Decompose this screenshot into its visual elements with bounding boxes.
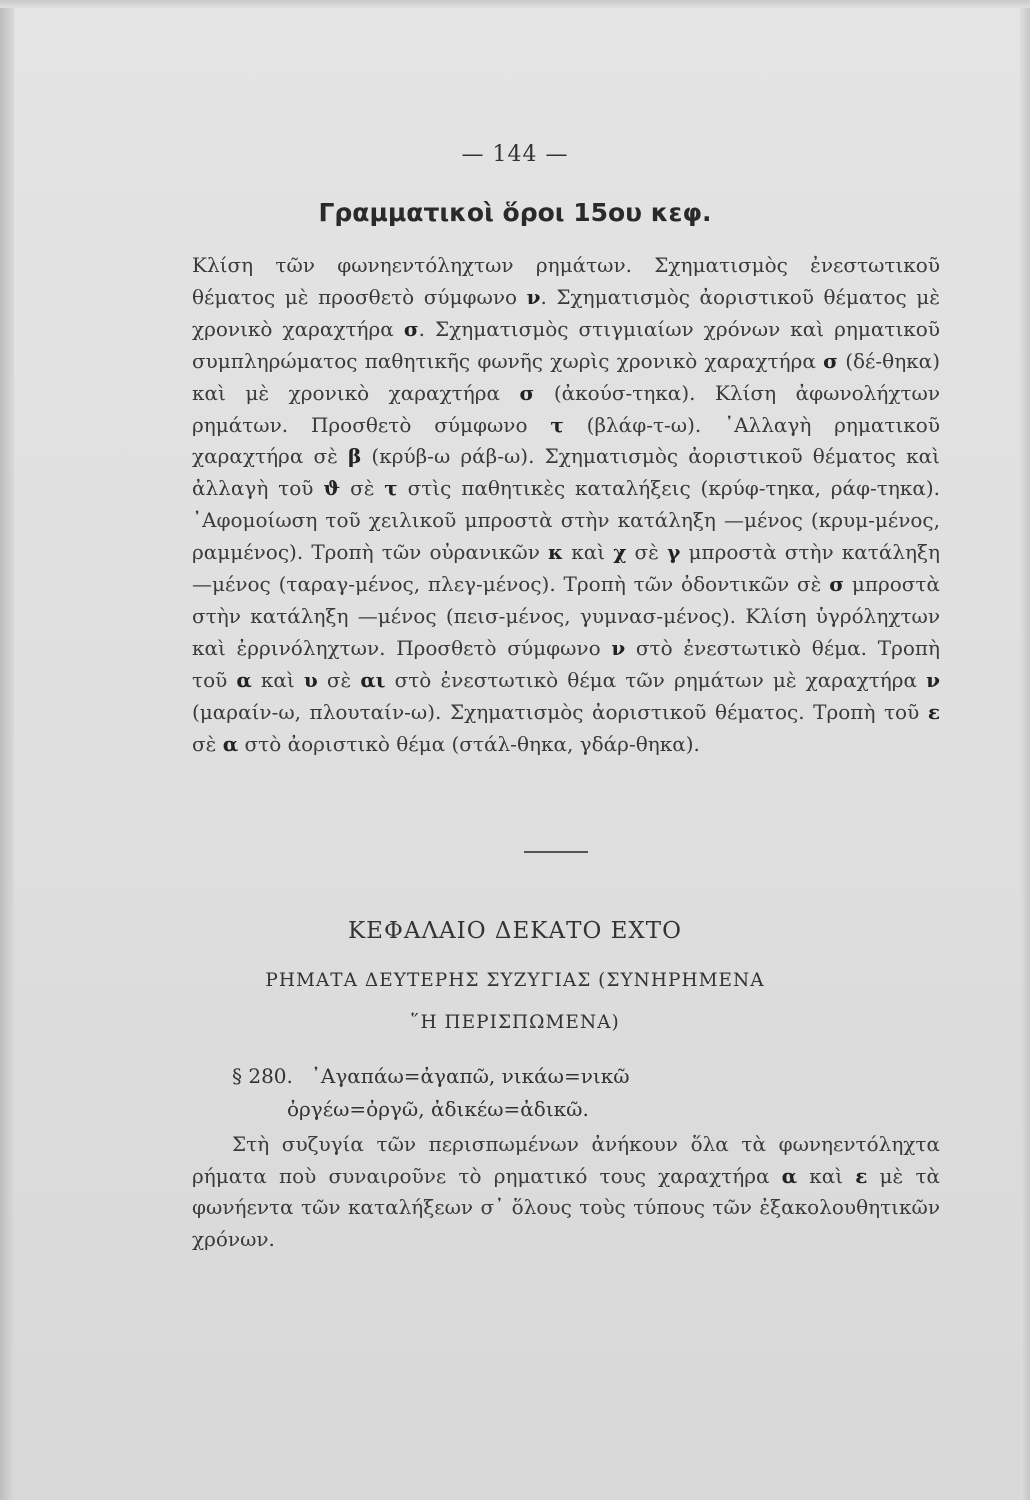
summary-text: καὶ <box>563 540 614 565</box>
summary-text: μπροστὰ στὴν κατάληξη —μένος (πεισ-μένος, γυμνασ-μένος). Κλίση ὑγρόληχτων καὶ ἐρρινόληχτων. Προσθετὸ σύμφωνο <box>192 572 941 660</box>
summary-text: σὲ <box>317 667 361 692</box>
summary-text: σὲ <box>192 731 223 756</box>
summary-letter: ϑ <box>323 476 341 501</box>
chapter-subtitle-line-2: ῞Η ΠΕΡΙΣΠΩΜΕΝΑ) <box>410 1012 620 1033</box>
page-number: — 144 — <box>461 142 569 167</box>
body-letter: α <box>781 1163 798 1188</box>
paragraph-280-line-2: ὀργέω=ὀργῶ, ἀδικέω=ἀδικῶ. <box>287 1097 589 1121</box>
summary-text: Κλίση τῶν φωνηεντόληχτων ρημάτων. Σχηματισμὸς ἐνεστωτικοῦ θέματος μὲ προσθετὸ σύμφωνο <box>192 253 940 309</box>
summary-letter: κ <box>548 540 564 565</box>
body-text: Στὴ συζυγία τῶν περισπωμένων ἀνήκουν ὅλα τὰ φωνηεντόληχτα ρήματα ποὺ συναιροῦνε τὸ ρηματικό τους χαραχτήρα <box>192 1132 940 1188</box>
summary-text: (κρύβ-ω ράβ-ω). Σχηματισμὸς ἀοριστικοῦ θέματος καὶ ἀλλαγὴ τοῦ <box>192 444 940 501</box>
summary-text: στὶς παθητικὲς καταλήξεις (κρύφ-τηκα, ράφ-τηκα). ᾽Αφομοίωση τοῦ χειλικοῦ μπροστὰ στὴν κατάληξη —μένος (κρυμ-μένος, ραμμένος). Τροπὴ τῶν οὐρανικῶν <box>192 476 941 565</box>
summary-letter: υ <box>303 667 318 692</box>
summary-letter: σ <box>403 316 419 341</box>
summary-text: στὸ ἀοριστικὸ θέμα (στάλ-θηκα, γδάρ-θηκα). <box>238 731 700 756</box>
summary-letter: χ <box>613 540 627 565</box>
section-separator-rule <box>524 851 588 853</box>
summary-text: (μαραίν-ω, πλουταίν-ω). Σχηματισμὸς ἀοριστικοῦ θέματος. Τροπὴ τοῦ <box>192 699 928 724</box>
summary-text: στὸ ἐνεστωτικὸ θέμα τῶν ρημάτων μὲ χαραχτήρα <box>385 667 927 692</box>
summary-text: σὲ <box>340 476 385 501</box>
paragraph-280-line-1 <box>232 1064 630 1088</box>
summary-text: . Σχηματισμὸς στιγμιαίων χρόνων καὶ ρηματικοῦ συμπληρώματος παθητικῆς φωνῆς χωρὶς χρονικὸ χαραχτήρα <box>192 316 940 373</box>
summary-letter: σ <box>519 380 535 405</box>
summary-letter: σ <box>823 348 838 373</box>
summary-letter: τ <box>384 476 398 501</box>
summary-letter: γ <box>667 540 681 565</box>
summary-letter: αι <box>360 667 386 692</box>
summary-text: μπροστὰ στὴν κατάληξη —μένος (ταραγ-μένος, πλεγ-μένος). Τροπὴ τῶν ὀδοντικῶν σὲ <box>192 540 941 597</box>
grammar-terms-summary <box>192 250 940 761</box>
summary-text: (βλάφ-τ-ω). ᾽Αλλαγὴ ρηματικοῦ χαραχτήρα σὲ <box>192 412 940 469</box>
body-text: μὲ τὰ φωνήεντα τῶν καταλήξεων σ᾽ ὅλους τοὺς τύπους τῶν ἐξακολουθητικῶν χρόνων. <box>192 1163 941 1251</box>
page-top-edge-shadow <box>0 0 1030 8</box>
summary-letter: ν <box>611 635 626 660</box>
body-letter: ε <box>855 1163 868 1188</box>
chapter-title: ΚΕΦΑΛΑΙΟ ΔΕΚΑΤΟ ΕΧΤΟ <box>348 918 682 944</box>
summary-text: σὲ <box>626 540 668 565</box>
summary-letter: α <box>236 667 252 692</box>
summary-text: καὶ <box>251 667 304 692</box>
summary-letter: ν <box>526 284 541 309</box>
section-heading: Γραμματικοὶ ὅροι 15ου κεφ. <box>318 198 712 227</box>
summary-letter: σ <box>829 572 844 597</box>
summary-letter: ε <box>927 699 940 724</box>
summary-letter: τ <box>550 412 564 437</box>
body-paragraph <box>192 1129 940 1255</box>
summary-text: στὸ ἐνεστωτικὸ θέμα. Τροπὴ τοῦ <box>192 635 940 692</box>
summary-letter: ν <box>926 667 941 692</box>
summary-text: (ἀκούσ-τηκα). Κλίση ἀφωνολήχτων ρημάτων. Προσθετὸ σύμφωνο <box>192 380 940 437</box>
summary-letter: β <box>347 444 362 469</box>
body-text: καὶ <box>797 1163 856 1188</box>
summary-text: (δέ-θηκα) καὶ μὲ χρονικὸ χαραχτήρα <box>192 348 940 405</box>
chapter-subtitle-line-1: ΡΗΜΑΤΑ ΔΕΥΤΕΡΗΣ ΣΥΖΥΓΙΑΣ (ΣΥΝΗΡΗΜΕΝΑ <box>265 970 765 991</box>
paragraph-number: § 280. <box>232 1064 293 1088</box>
paragraph-280-forms-1: ᾽Αγαπάω=ἀγαπῶ, νικάω=νικῶ <box>310 1064 630 1088</box>
summary-letter: α <box>222 731 239 756</box>
summary-text: . Σχηματισμὸς ἀοριστικοῦ θέματος μὲ χρονικὸ χαραχτήρα <box>192 284 940 341</box>
